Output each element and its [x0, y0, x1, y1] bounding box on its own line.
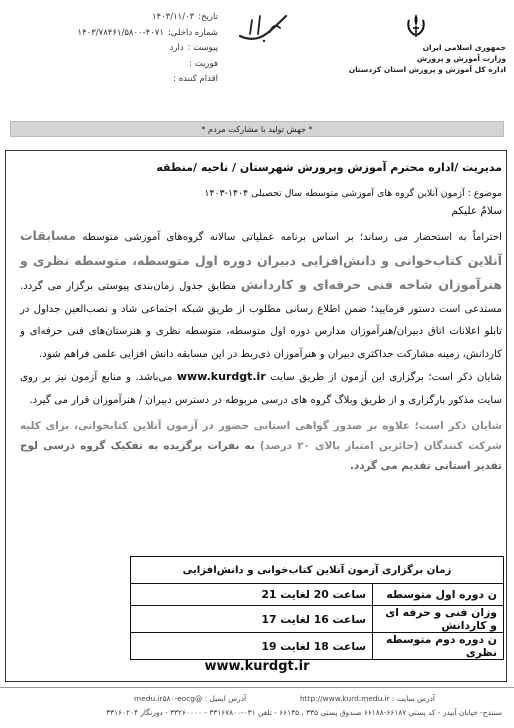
- paragraph-1-intro: احتراماً به استحضار می رساند؛ بر اساس برنامه عملیاتی سالانه گروه‌های آموزشی متوسطه: [82, 232, 502, 243]
- number-label: شماره داخلی:: [167, 27, 218, 38]
- date-label: تاریخ:: [198, 12, 218, 22]
- org-line-1: جمهوری اسلامی ایران: [422, 43, 506, 52]
- paragraph-2-intro: شایان ذکر است؛ برگزاری این آزمون از طریق سایت: [270, 372, 502, 383]
- action-label: اقدام کننده :: [173, 74, 218, 85]
- competition-title: مسابقات آنلاین کتاب‌خوانی و دانش‌افزایی دبیران دوره اول متوسطه، متوسطه نظری و هنرآموزان شاخه فنی حرفه‌ای و کاردانش: [20, 228, 502, 292]
- schedule-group: وزان فنی و حرفه ای و کاردانش: [373, 606, 504, 633]
- page-footer: [0, 687, 514, 728]
- schedule-time: ساعت 16 لغایت 17: [131, 606, 373, 633]
- schedule-group: ن دوره اول متوسطه: [373, 584, 504, 606]
- paragraph-1-rest: مطابق جدول زمان‌بندی پیوستی برگزار می گردد. مستدعی است دستور فرمایید؛ ضمن اطلاع رسانی مطلوب از طریق شبکه اجتماعی شاد و نصب‌العین جداول در تابلو اعلانات اتاق دبیران/هنرآموزان مدارس دوره اول متوسطه، متوسطه نظری و هنرستان‌های فنی حرفه‌ای و کاردانش، زمینه مشارکت حداکثری دبیران و هنرآموزان ذی‌ربط در این مسابقه دانش افزایی علمی فراهم شود.: [20, 281, 502, 360]
- letterhead: [0, 0, 514, 134]
- schedule-time: ساعت 20 لغایت 21: [131, 584, 373, 606]
- date-row: [58, 10, 218, 26]
- schedule-table: [130, 556, 504, 660]
- subject-line: موضوع : آزمون آنلاین گروه های آموزشی متوسطه سال تحصیلی ۱۴۰۴-۱۴۰۳: [204, 188, 502, 199]
- footer-site-address: آدرس سایت : http://www.kurd.medu.ir: [300, 694, 435, 703]
- table-row: [131, 606, 504, 633]
- site-link[interactable]: www.kurdgt.ir: [176, 370, 266, 383]
- date-value: ۱۴۰۳/۱۱/۰۳: [151, 12, 195, 22]
- attachment-label: پیوست :: [187, 43, 218, 54]
- table-row: [131, 633, 504, 660]
- org-line-2: وزارت آموزش و پرورش: [416, 54, 506, 63]
- urgency-label: فوریت :: [189, 58, 218, 69]
- schedule-group: ن دوره دوم متوسطه نظری: [373, 633, 504, 660]
- paragraph-2: [20, 366, 502, 412]
- footer-site-link[interactable]: www.kurdgt.ir: [204, 659, 310, 674]
- action-row: [58, 72, 218, 88]
- greeting: سلامٌ علیکم: [451, 205, 502, 217]
- certificate-note: [20, 416, 502, 476]
- footer-email: آدرس ایمیل : @medu.ir۵۸۰-eocg: [134, 694, 247, 703]
- schedule-title: زمان برگزاری آزمون آنلاین کتاب‌خوانی و دانش‌افزایی: [131, 557, 504, 584]
- paragraph-2-rest: می‌باشد. و منابع آزمون نیز بر روی سایت مذکور بارگزاری و از طریق وبلاگ گروه های درسی مربوطه در دسترس دبیران / هنرآموزان قرار می گیرد.: [20, 372, 502, 406]
- urgency-row: [58, 57, 218, 73]
- calligraphy-logo: [236, 10, 290, 46]
- slogan-bar: [10, 121, 504, 137]
- slogan-text: * جهش تولید با مشارکت مردم *: [201, 124, 313, 134]
- letter-meta: [58, 10, 218, 88]
- certificate-note-part-1: شایان ذکر است؛ علاوه بر صدور گواهی استانی حضور در آزمون آنلاین کتابخوانی، برای کلیه شرکت کنندگان (حائزین امتیاز بالای ۲۰ درصد): [20, 420, 502, 452]
- paragraph-1: [20, 225, 502, 366]
- footer-postal-address: سنندج- خیابان آبیدر - کد پستی ۶۶۱۸۷-۶۶۱۸۸ صندوق پستی ۳۳۵ ، ۶۶۱۳۵ - تلفن ۰۳۱-۳۳۱۶۷۸۰۰ - ۳۳۲۶۰۰۰۰ - دورنگار ۳۳۱۶۰۲۰۴: [106, 708, 502, 717]
- addressee: مدیریت /اداره محترم آموزش وپرورش شهرستان / ناحیه /منطقه: [156, 161, 502, 174]
- certificate-note-part-2: به نفرات برگزیده به تفکیک گروه درسی لوح تقدیر استانی تقدیم می گردد.: [20, 440, 502, 472]
- schedule-time: ساعت 18 لغایت 19: [131, 633, 373, 660]
- organization-name: [346, 42, 506, 75]
- attachment-value: دارد: [169, 43, 184, 54]
- iran-emblem-icon: [405, 12, 427, 38]
- number-row: [58, 26, 218, 42]
- table-row: [131, 584, 504, 606]
- number-value: ۱۴۰۳/۷۸۴۶۱/۵۸۰۰-۴۰۷۱: [77, 27, 164, 38]
- attachment-row: [58, 41, 218, 57]
- org-line-3: اداره کل آموزش و پرورش استان کردستان: [348, 65, 506, 74]
- schedule-title-row: [131, 557, 504, 584]
- letter-body: [20, 161, 502, 486]
